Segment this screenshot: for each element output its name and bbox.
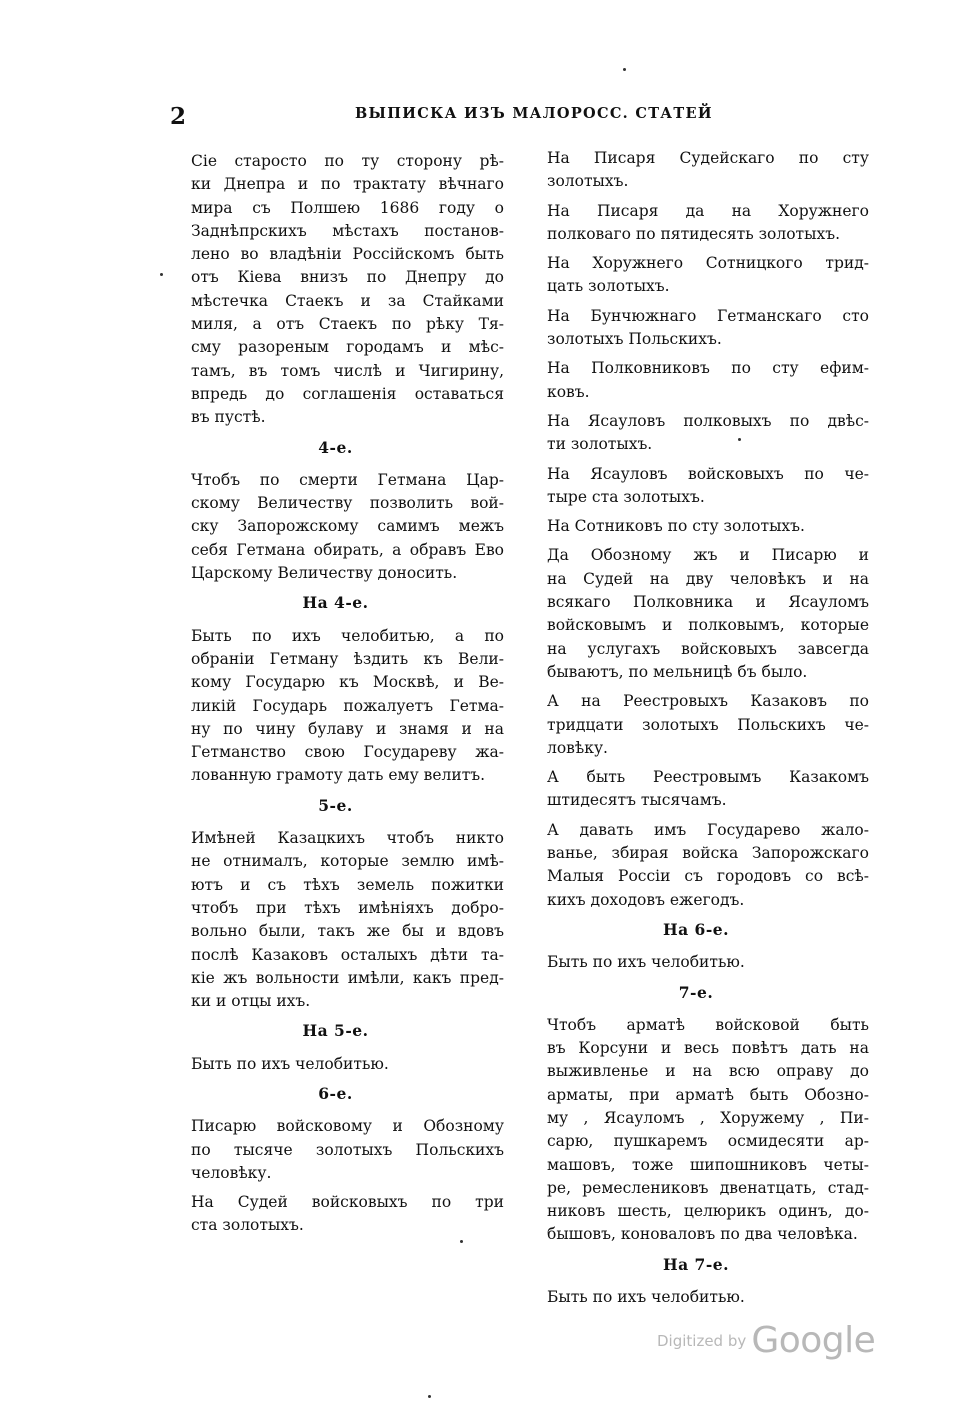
text-line: Царскому Величеству доносить.: [191, 564, 458, 583]
text-line: лованную грамоту дать ему велитъ.: [191, 766, 486, 785]
text-line: миля, а отъ Стаекъ по рѣку Тя-: [191, 315, 504, 334]
section-heading: На 7-е.: [662, 1254, 730, 1274]
paragraph: [523, 252, 869, 299]
text-line: На Писаря да на Хоружнего: [547, 201, 869, 220]
text-line: по тысяче золотыхъ Польскихъ: [191, 1140, 504, 1159]
text-line: ки Днепра и по трактату вѣчнаго: [191, 175, 504, 194]
text-line: тридцати золотыхъ Польскихъ че-: [547, 715, 869, 734]
right-column: [523, 147, 869, 1315]
text-line: въ Корсуни и весь повѣтъ дать на: [547, 1039, 869, 1058]
text-line: Быть по ихъ челобитью.: [547, 953, 745, 972]
text-line: Малыя Россіи съ городовъ со всѣ-: [547, 867, 869, 886]
paragraph: [523, 200, 869, 247]
text-line: Чтобъ арматѣ войсковой быть: [547, 1015, 869, 1034]
text-line: цать золотыхъ.: [547, 277, 670, 296]
digitized-watermark: [657, 1320, 875, 1361]
text-line: Имѣней Казацкихъ чтобъ никто: [191, 829, 504, 848]
text-line: впредь до соглашенія оставаться: [191, 384, 504, 403]
text-line: человѣку.: [191, 1163, 272, 1182]
text-line: кихъ доходовъ ежегодъ.: [547, 890, 745, 909]
text-line: бываютъ, по мельницѣ бъ было.: [547, 662, 808, 681]
text-line: мѣстечка Стаекъ и за Стайками: [191, 291, 504, 310]
paragraph: [523, 147, 869, 194]
text-line: не отнималъ, которые землю имѣ-: [191, 852, 504, 871]
watermark-prefix: Digitized by: [657, 1332, 747, 1350]
text-line: арматы, при арматѣ быть Обозно-: [547, 1085, 869, 1104]
text-line: золотыхъ Польскихъ.: [547, 330, 722, 349]
paragraph: [167, 150, 504, 430]
text-line: золотыхъ.: [547, 172, 629, 191]
text-line: Сіе старосто по ту сторону рѣ-: [191, 152, 504, 170]
ink-speck: [428, 1395, 431, 1398]
section-heading: 4-е.: [318, 437, 353, 457]
text-line: На Писаря Судейскаго по сту: [547, 149, 869, 167]
paragraph: [523, 819, 869, 912]
text-line: на Судей на дву человѣкъ и на: [547, 569, 869, 588]
paragraph: [523, 357, 869, 404]
text-line: кіе жъ вольности имѣли, какъ пред-: [191, 968, 504, 987]
text-line: Заднѣпрскихъ мѣстахъ постанов-: [191, 221, 504, 240]
text-line: ну по чину булаву и знамя и на: [191, 719, 504, 738]
text-line: А давать имъ Государево жало-: [547, 820, 869, 839]
paragraph: [167, 625, 504, 788]
section-heading: 6-е.: [318, 1083, 353, 1103]
text-line: Быть по ихъ челобитью, а по: [191, 626, 504, 645]
text-line: лено во владѣніи Россійскомъ быть: [191, 245, 504, 264]
left-column: [167, 150, 504, 1244]
text-line: На Хоружнего Сотницкого трид-: [547, 254, 869, 273]
text-line: тамъ, въ томъ числѣ и Чигирину,: [191, 361, 504, 380]
text-line: кому Государю къ Москвѣ, и Ве-: [191, 673, 504, 692]
ink-speck: [460, 1240, 463, 1243]
text-line: полковаго по пятидесять золотыхъ.: [547, 224, 841, 243]
page-number: 2: [170, 103, 187, 130]
paragraph: [167, 469, 504, 585]
text-line: машовъ, тоже шипошниковъ четы-: [547, 1155, 869, 1174]
text-line: ста золотыхъ.: [191, 1216, 304, 1235]
text-line: на услугахъ войсковыхъ завсегда: [547, 639, 869, 658]
text-line: вольно были, такъ же бы и вдовъ: [191, 922, 504, 941]
text-line: ску Запорожскому самимъ межъ: [191, 517, 504, 536]
paragraph: [523, 305, 869, 352]
text-line: ванье, збирая войска Запорожскаго: [547, 844, 869, 863]
text-line: Быть по ихъ челобитью.: [547, 1288, 745, 1307]
text-line: На Судей войсковыхъ по три: [191, 1193, 504, 1212]
text-line: ти золотыхъ.: [547, 435, 653, 454]
text-line: выживленье и на всю оправу до: [547, 1062, 869, 1081]
paragraph: [523, 410, 869, 457]
text-line: въ пустѣ.: [191, 408, 266, 427]
paragraph: [523, 463, 869, 510]
text-line: ликій Государь пожалуетъ Гетма-: [191, 696, 504, 715]
text-line: ковъ.: [547, 382, 590, 401]
text-line: скому Величеству позволить вой-: [191, 494, 504, 513]
text-line: штидесятъ тысячамъ.: [547, 791, 727, 810]
paragraph: [523, 951, 869, 974]
paragraph: [523, 1014, 869, 1247]
ink-speck: [623, 68, 626, 71]
text-line: отъ Кіева внизъ по Днепру до: [191, 268, 504, 287]
paragraph: [523, 690, 869, 760]
text-line: На Полковниковъ по сту ефим-: [547, 359, 869, 378]
text-line: мира съ Полшею 1686 году о: [191, 198, 504, 217]
text-line: На Бунчюжнаго Гетманскаго сто: [547, 306, 869, 325]
text-line: себя Гетмана обирать, а обравъ Ево: [191, 540, 504, 559]
text-line: Гетманство свою Государеву жа-: [191, 743, 504, 762]
section-heading: На 6-е.: [662, 919, 730, 939]
text-line: На Ясауловъ полковыхъ по двѣс-: [547, 411, 869, 430]
text-line: А быть Реестровымъ Казакомъ: [547, 768, 869, 787]
ink-speck: [738, 438, 741, 441]
text-line: Чтобъ по смерти Гетмана Цар-: [191, 470, 504, 489]
paragraph: [523, 1286, 869, 1309]
section-heading: На 4-е.: [302, 593, 369, 613]
paragraph: [167, 1053, 504, 1076]
section-heading: 7-е.: [678, 982, 714, 1002]
text-line: чтобъ при тѣхъ имѣніяхъ добро-: [191, 898, 504, 917]
ink-speck: [160, 273, 163, 276]
text-line: сарю, пушкаремъ осмидесяти ар-: [547, 1132, 869, 1151]
text-line: никовъ шесть, целюрикъ одинъ, до-: [547, 1202, 869, 1221]
text-line: бышовъ, коноваловъ по два человѣка.: [547, 1225, 858, 1244]
text-line: Быть по ихъ челобитью.: [191, 1054, 389, 1073]
paragraph: [523, 766, 869, 813]
paragraph: [167, 1115, 504, 1185]
paragraph: [523, 515, 869, 538]
text-line: На Сотниковъ по сту золотыхъ.: [547, 517, 805, 536]
section-heading: 5-е.: [318, 795, 353, 815]
text-line: ре, ремеслениковъ двенатцать, стад-: [547, 1178, 869, 1197]
text-line: ки и отцы ихъ.: [191, 992, 311, 1011]
text-line: му , Ясауломъ , Хоружему , Пи-: [547, 1108, 869, 1127]
watermark-brand: Google: [751, 1320, 876, 1361]
paragraph: [167, 1191, 504, 1238]
text-line: ловѣку.: [547, 738, 608, 757]
running-header: ВЫПИСКА ИЗЪ МАЛОРОСС. СТАТЕЙ: [355, 105, 713, 122]
text-line: послѣ Казаковъ осталыхъ дѣти та-: [191, 945, 504, 964]
text-line: А на Реестровыхъ Казаковъ по: [547, 692, 869, 711]
text-line: тыре ста золотыхъ.: [547, 487, 705, 506]
text-line: обраніи Гетману ѣздить къ Вели-: [191, 649, 504, 668]
text-line: Да Обозному жъ и Писарю и: [547, 546, 869, 565]
text-line: На Ясауловъ войсковыхъ по че-: [547, 464, 869, 483]
text-line: сму разореным городамъ и мѣс-: [191, 338, 504, 357]
paragraph: [167, 827, 504, 1013]
paragraph: [523, 544, 869, 684]
section-heading: На 5-е.: [302, 1021, 369, 1041]
text-line: войсковымъ и полковымъ, которые: [547, 616, 869, 635]
text-line: всякаго Полковника и Ясауломъ: [547, 593, 869, 612]
text-line: Писарю войсковому и Обозному: [191, 1117, 504, 1136]
text-line: ютъ и съ тѣхъ земель пожитки: [191, 875, 504, 894]
